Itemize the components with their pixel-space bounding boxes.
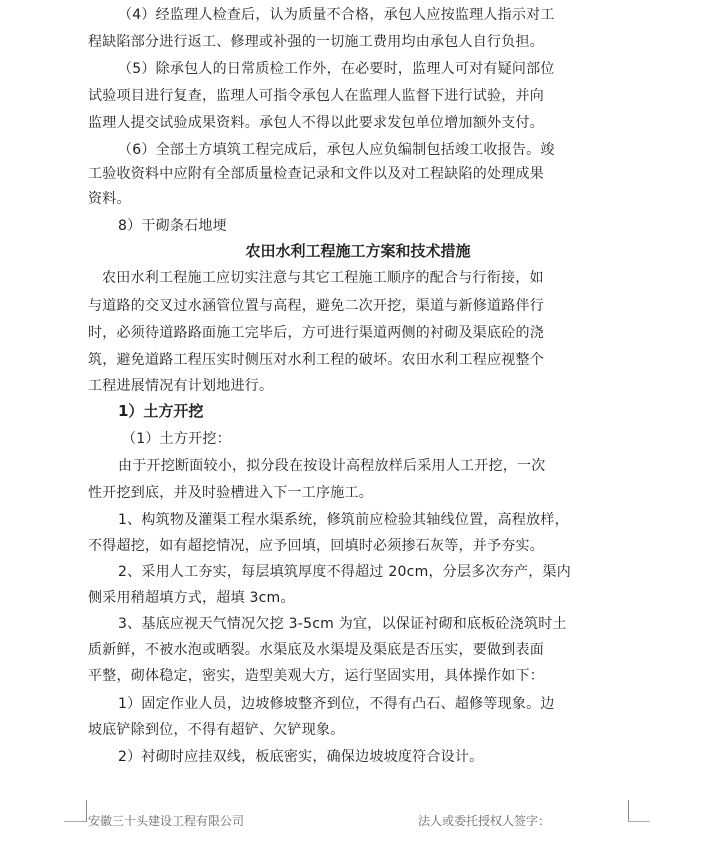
paragraph-line: 2）衬砌时应挂双线，板底密实，确保边坡坡度符合设计。 xyxy=(118,749,484,765)
section-heading: 1）土方开挖 xyxy=(118,402,204,420)
paragraph-line: 工验收资料中应附有全部质量检查记录和文件以及对工程缺陷的处理成果 xyxy=(88,166,544,182)
footer-company: 安徽三十头建设工程有限公司 xyxy=(88,814,245,828)
paragraph-line: 农田水利工程施工应切实注意与其它工程施工顺序的配合与行衔接，如 xyxy=(102,270,544,286)
paragraph-line: 1）固定作业人员，边坡修坡整齐到位，不得有凸石、超修等现象。边 xyxy=(118,696,555,712)
corner-rule-left xyxy=(64,821,86,822)
corner-mark-right xyxy=(628,800,651,822)
footer-signature-label: 法人或委托授权人签字： xyxy=(418,814,551,828)
subsection-label: 8）干砌条石地埂 xyxy=(118,218,227,234)
paragraph-line: 监理人提交试验成果资料。承包人不得以此要求发包单位增加额外支付。 xyxy=(88,115,544,131)
paragraph-line: 程缺陷部分进行返工、修理或补强的一切施工费用均由承包人自行负担。 xyxy=(88,34,544,50)
paragraph-line: 质新鲜，不被水泡或晒裂。水渠底及水渠堤及渠底是否压实，要做到表面 xyxy=(88,642,544,658)
paragraph-line: 3、基底应视天气情况欠挖 3-5cm 为宜，以保证衬砌和底板砼浇筑时土 xyxy=(118,616,567,632)
paragraph-line: 资料。 xyxy=(88,191,131,207)
paragraph-line: 平整，砌体稳定，密实，造型美观大方，运行坚固实用，具体操作如下： xyxy=(88,668,544,684)
paragraph-line: 侧采用稍超填方式，超填 3cm。 xyxy=(88,590,295,606)
paragraph-line: 由于开挖断面较小，拟分段在按设计高程放样后采用人工开挖，一次 xyxy=(118,458,546,474)
paragraph-line: （4）经监理人检查后，认为质量不合格，承包人应按监理人指示对工 xyxy=(118,7,555,23)
paragraph-line: 坡底铲除到位，不得有超铲、欠铲现象。 xyxy=(88,722,345,738)
paragraph-line: 1、构筑物及灌渠工程水渠系统，修筑前应检验其轴线位置，高程放样， xyxy=(118,512,569,528)
paragraph-line: 时，必须待道路路面施工完毕后，方可进行渠道两侧的衬砌及渠底砼的浇 xyxy=(88,325,544,341)
paragraph-line: （1）土方开挖： xyxy=(122,431,231,447)
paragraph-line: 筑，避免道路工程压实时侧压对水利工程的破坏。农田水利工程应视整个 xyxy=(88,352,544,368)
paragraph-line: 不得超挖，如有超挖情况，应予回填，回填时必须掺石灰等，并予夯实。 xyxy=(88,538,544,554)
paragraph-line: 与道路的交叉过水涵管位置与高程，避免二次开挖，渠道与新修道路伴行 xyxy=(88,298,544,314)
section-title: 农田水利工程施工方案和技术措施 xyxy=(245,242,471,260)
paragraph-line: 2、采用人工夯实，每层填筑厚度不得超过 20cm，分层多次夯产，渠内 xyxy=(118,564,572,580)
corner-mark-left xyxy=(64,800,87,822)
paragraph-line: （5）除承包人的日常质检工作外，在必要时，监理人可对有疑问部位 xyxy=(118,61,555,77)
paragraph-line: 工程进展情况有计划地进行。 xyxy=(88,378,274,394)
paragraph-line: （6）全部土方填筑工程完成后，承包人应负编制包括竣工收报告。竣 xyxy=(118,142,555,158)
paragraph-line: 性开挖到底，并及时验槽进入下一工序施工。 xyxy=(88,485,373,501)
paragraph-line: 试验项目进行复查，监理人可指令承包人在监理人监督下进行试验，并向 xyxy=(88,88,544,104)
corner-rule-right xyxy=(628,821,650,822)
